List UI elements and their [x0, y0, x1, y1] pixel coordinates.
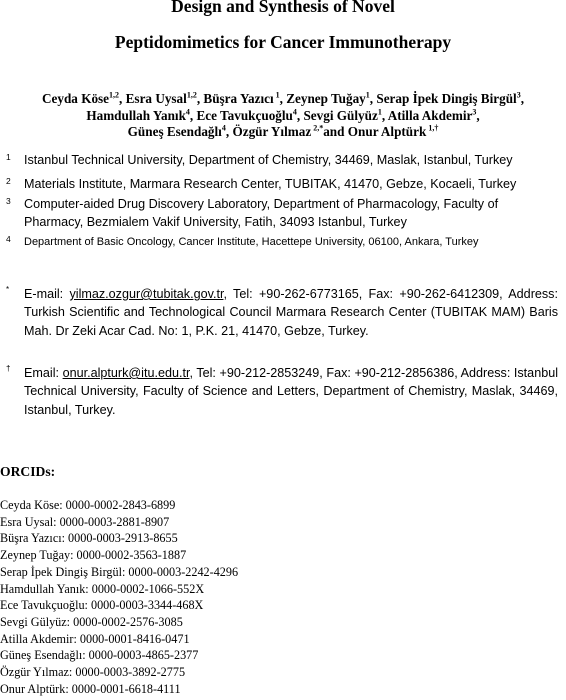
corresponding-author-1 — [6, 285, 558, 340]
affiliation-text: Materials Institute, Marmara Research Center, TUBITAK, 41470, Gebze, Kocaeli, Turkey — [24, 177, 517, 191]
orcid-entry: Hamdullah Yanık: 0000-0002-1066-552X — [0, 581, 205, 596]
orcid-entry: Sevgi Gülyüz: 0000-0002-2576-3085 — [0, 614, 183, 629]
affiliation-3 — [6, 196, 558, 231]
affiliation-number: 3 — [6, 196, 11, 206]
email-link[interactable]: onur.alpturk@itu.edu.tr — [62, 366, 190, 380]
contact-details: , Tel: +90-212-2853249, Fax: +90-212-2856386, Address: Istanbul Technical University, Faculty of Science and Letters, Department of Chemistry, Maslak, 34469, Istanbul, Turkey. — [24, 366, 558, 417]
author-name: Serap İpek Dingiş Birgül — [376, 91, 517, 106]
author-affiliation-sup: 3 — [516, 90, 521, 100]
footnote-mark: * — [6, 285, 10, 294]
orcid-entry: Büşra Yazıcı: 0000-0003-2913-8655 — [0, 531, 178, 546]
author-affiliation-sup: 3 — [472, 107, 477, 117]
author-name: Ece Tavukçuoğlu — [196, 107, 293, 123]
orcid-entry: Esra Uysal: 0000-0003-2881-8907 — [0, 514, 170, 529]
author-separator: , — [196, 91, 204, 106]
author-separator: , — [381, 107, 388, 123]
author-name: Sevgi Gülyüz — [303, 107, 378, 123]
author-separator: , — [225, 124, 233, 140]
affiliation-4 — [6, 234, 558, 252]
affiliation-number: 2 — [6, 176, 11, 186]
author-affiliation-sup: 1 — [377, 107, 382, 117]
contact-body — [24, 285, 558, 340]
corresponding-author-2 — [6, 364, 558, 419]
title-line-2: Peptidomimetics for Cancer Immunotherapy — [114, 32, 452, 52]
orcid-entry: Özgür Yılmaz: 0000-0003-3892-2775 — [0, 665, 186, 680]
affiliation-text: Istanbul Technical University, Department of Chemistry, 34469, Maslak, Istanbul, Turkey — [24, 153, 513, 167]
email-label: Email: — [24, 366, 63, 380]
author-affiliation-sup: 1,2 — [186, 90, 197, 100]
title-line-1: Design and Synthesis of Novel — [171, 0, 395, 16]
orcid-entry: Atilla Akdemir: 0000-0001-8416-0471 — [0, 631, 190, 646]
author-name: Özgür Yılmaz — [232, 124, 312, 140]
affiliation-number: 4 — [6, 234, 11, 244]
author-separator: and — [323, 124, 348, 140]
author-separator: , — [279, 91, 287, 106]
author-name: Güneş Esendağlı — [127, 124, 222, 140]
email-label: E-mail: — [24, 287, 70, 301]
email-link[interactable]: yilmaz.ozgur@tubitak.gov.tr — [69, 287, 224, 301]
contact-details: , Tel: +90-262-6773165, Fax: +90-262-6412309, Address: Turkish Scientific and Technological Council Marmara Research Center (TUBITAK MAM) Baris Mah. Dr Zeki Acar Cad. No: 1, P.K. 21, 41470, Gebze, Turkey. — [24, 287, 558, 338]
affiliation-1 — [6, 152, 558, 170]
author-separator: , — [520, 91, 524, 106]
author-name: Ceyda Köse — [42, 91, 110, 106]
orcid-entry: Güneş Esendağlı: 0000-0003-4865-2377 — [0, 648, 199, 663]
affiliation-text: Computer-aided Drug Discovery Laboratory, Department of Pharmacology, Faculty of Pharmacy, Bezmialem Vakif University, Fatih, 34093 Istanbul, Turkey — [24, 197, 499, 229]
affiliation-text: Department of Basic Oncology, Cancer Institute, Hacettepe University, 06100, Ankara, Turkey — [24, 236, 479, 248]
author-list — [8, 91, 558, 141]
author-affiliation-sup: 1,2 — [109, 90, 120, 100]
author-name: Onur Alptürk — [347, 124, 427, 140]
author-separator: , — [369, 91, 377, 106]
affiliation-2 — [6, 176, 558, 194]
author-separator: , — [119, 91, 126, 106]
author-name: Büşra Yazıcı — [203, 91, 274, 106]
footnote-mark: † — [6, 364, 11, 373]
author-affiliation-sup: 1,† — [426, 123, 439, 133]
author-name: Hamdullah Yanık — [86, 107, 186, 123]
author-separator: , — [189, 107, 197, 123]
orcid-entry: Serap İpek Dingiş Birgül: 0000-0003-2242-4296 — [0, 564, 239, 579]
author-name: Esra Uysal — [125, 91, 187, 106]
author-affiliation-sup: 1 — [273, 90, 280, 100]
orcid-entry: Onur Alptürk: 0000-0001-6618-4111 — [0, 681, 181, 696]
author-separator: , — [296, 107, 304, 123]
author-affiliation-sup: 2,* — [311, 123, 324, 133]
author-name: Zeynep Tuğay — [286, 91, 366, 106]
orcid-heading: ORCIDs: — [0, 464, 56, 479]
author-affiliation-sup: 4 — [185, 107, 190, 117]
orcid-entry: Ceyda Köse: 0000-0002-2843-6899 — [0, 498, 176, 512]
orcid-list — [0, 497, 238, 697]
contact-body — [24, 364, 558, 419]
author-name: Atilla Akdemir — [387, 107, 473, 123]
orcid-entry: Ece Tavukçuoğlu: 0000-0003-3344-468X — [0, 598, 204, 613]
author-affiliation-sup: 1 — [365, 90, 370, 100]
author-separator: , — [476, 107, 480, 123]
orcid-entry: Zeynep Tuğay: 0000-0002-3563-1887 — [0, 548, 187, 563]
affiliation-number: 1 — [6, 152, 11, 162]
author-affiliation-sup: 4 — [221, 123, 226, 133]
author-affiliation-sup: 4 — [292, 107, 297, 117]
